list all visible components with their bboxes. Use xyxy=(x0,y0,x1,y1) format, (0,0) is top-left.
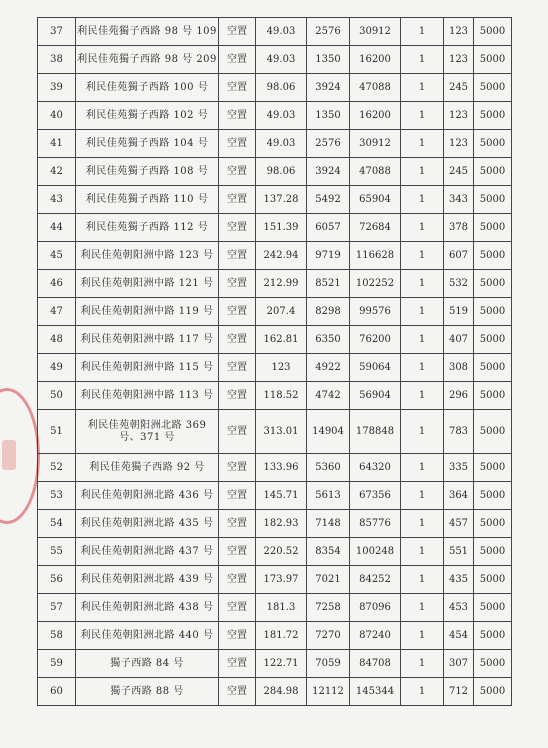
cell-value-5: 5000 xyxy=(474,382,512,410)
cell-status: 空置 xyxy=(219,594,256,622)
cell-area: 49.03 xyxy=(256,46,307,74)
cell-value-5: 5000 xyxy=(474,18,512,46)
cell-status: 空置 xyxy=(219,410,256,454)
cell-value-2: 145344 xyxy=(350,678,401,706)
cell-address: 利民佳苑獨子西路 98 号 109 xyxy=(76,18,219,46)
cell-value-2: 67356 xyxy=(350,482,401,510)
cell-value-4: 407 xyxy=(444,326,474,354)
table-row xyxy=(38,102,512,130)
cell-value-1: 12112 xyxy=(307,678,350,706)
cell-value-2: 87096 xyxy=(350,594,401,622)
cell-area: 118.52 xyxy=(256,382,307,410)
cell-area: 98.06 xyxy=(256,158,307,186)
cell-address: 利民佳苑獨子西路 108 号 xyxy=(76,158,219,186)
cell-row-number: 43 xyxy=(38,186,76,214)
cell-row-number: 44 xyxy=(38,214,76,242)
cell-address: 利民佳苑朝阳洲北路 369 号、371 号 xyxy=(76,410,219,454)
cell-value-5: 5000 xyxy=(474,566,512,594)
cell-value-1: 5360 xyxy=(307,454,350,482)
cell-value-1: 5492 xyxy=(307,186,350,214)
cell-area: 122.71 xyxy=(256,650,307,678)
cell-status: 空置 xyxy=(219,186,256,214)
cell-row-number: 40 xyxy=(38,102,76,130)
cell-status: 空置 xyxy=(219,242,256,270)
cell-value-5: 5000 xyxy=(474,482,512,510)
cell-row-number: 52 xyxy=(38,454,76,482)
cell-value-5: 5000 xyxy=(474,214,512,242)
cell-area: 145.71 xyxy=(256,482,307,510)
cell-value-3: 1 xyxy=(401,130,444,158)
cell-value-1: 7148 xyxy=(307,510,350,538)
cell-status: 空置 xyxy=(219,298,256,326)
cell-value-5: 5000 xyxy=(474,46,512,74)
cell-address: 利民佳苑獨子西路 100 号 xyxy=(76,74,219,102)
cell-row-number: 55 xyxy=(38,538,76,566)
cell-area: 49.03 xyxy=(256,18,307,46)
cell-value-3: 1 xyxy=(401,566,444,594)
cell-area: 181.3 xyxy=(256,594,307,622)
table-row xyxy=(38,678,512,706)
cell-value-2: 99576 xyxy=(350,298,401,326)
cell-address: 利民佳苑朝阳洲中路 119 号 xyxy=(76,298,219,326)
cell-row-number: 46 xyxy=(38,270,76,298)
cell-status: 空置 xyxy=(219,130,256,158)
cell-value-2: 116628 xyxy=(350,242,401,270)
table-row xyxy=(38,510,512,538)
cell-value-3: 1 xyxy=(401,454,444,482)
cell-row-number: 38 xyxy=(38,46,76,74)
cell-address: 利民佳苑朝阳洲中路 121 号 xyxy=(76,270,219,298)
cell-value-5: 5000 xyxy=(474,130,512,158)
cell-area: 207.4 xyxy=(256,298,307,326)
cell-value-3: 1 xyxy=(401,678,444,706)
cell-value-3: 1 xyxy=(401,326,444,354)
cell-address: 利民佳苑朝阳洲北路 440 号 xyxy=(76,622,219,650)
cell-value-5: 5000 xyxy=(474,622,512,650)
cell-value-1: 7270 xyxy=(307,622,350,650)
cell-value-5: 5000 xyxy=(474,186,512,214)
cell-row-number: 56 xyxy=(38,566,76,594)
cell-status: 空置 xyxy=(219,102,256,130)
cell-value-2: 47088 xyxy=(350,158,401,186)
cell-value-4: 245 xyxy=(444,74,474,102)
cell-status: 空置 xyxy=(219,214,256,242)
cell-row-number: 45 xyxy=(38,242,76,270)
cell-value-3: 1 xyxy=(401,242,444,270)
cell-row-number: 53 xyxy=(38,482,76,510)
cell-value-3: 1 xyxy=(401,46,444,74)
cell-value-5: 5000 xyxy=(474,158,512,186)
cell-value-5: 5000 xyxy=(474,326,512,354)
cell-value-1: 8298 xyxy=(307,298,350,326)
cell-value-2: 178848 xyxy=(350,410,401,454)
cell-status: 空置 xyxy=(219,18,256,46)
cell-value-4: 245 xyxy=(444,158,474,186)
cell-value-4: 519 xyxy=(444,298,474,326)
cell-value-4: 296 xyxy=(444,382,474,410)
cell-area: 98.06 xyxy=(256,74,307,102)
cell-value-3: 1 xyxy=(401,650,444,678)
cell-address: 利民佳苑朝阳洲中路 123 号 xyxy=(76,242,219,270)
cell-area: 313.01 xyxy=(256,410,307,454)
cell-address: 利民佳苑獨子西路 102 号 xyxy=(76,102,219,130)
seal-ink-mark xyxy=(2,440,16,470)
cell-value-1: 6057 xyxy=(307,214,350,242)
cell-status: 空置 xyxy=(219,650,256,678)
cell-value-3: 1 xyxy=(401,510,444,538)
cell-row-number: 54 xyxy=(38,510,76,538)
cell-row-number: 47 xyxy=(38,298,76,326)
cell-value-5: 5000 xyxy=(474,270,512,298)
table-row xyxy=(38,298,512,326)
cell-area: 181.72 xyxy=(256,622,307,650)
table-row xyxy=(38,538,512,566)
cell-value-2: 59064 xyxy=(350,354,401,382)
cell-value-5: 5000 xyxy=(474,74,512,102)
cell-row-number: 41 xyxy=(38,130,76,158)
cell-value-4: 551 xyxy=(444,538,474,566)
cell-value-2: 30912 xyxy=(350,18,401,46)
cell-area: 137.28 xyxy=(256,186,307,214)
table-row xyxy=(38,594,512,622)
cell-value-2: 16200 xyxy=(350,102,401,130)
cell-value-5: 5000 xyxy=(474,102,512,130)
cell-value-1: 7258 xyxy=(307,594,350,622)
cell-value-2: 84708 xyxy=(350,650,401,678)
cell-address: 利民佳苑朝阳洲北路 435 号 xyxy=(76,510,219,538)
cell-value-4: 308 xyxy=(444,354,474,382)
cell-value-3: 1 xyxy=(401,354,444,382)
cell-value-1: 5613 xyxy=(307,482,350,510)
cell-area: 151.39 xyxy=(256,214,307,242)
table-row xyxy=(38,354,512,382)
cell-area: 182.93 xyxy=(256,510,307,538)
cell-value-4: 123 xyxy=(444,18,474,46)
cell-row-number: 39 xyxy=(38,74,76,102)
cell-value-5: 5000 xyxy=(474,538,512,566)
cell-status: 空置 xyxy=(219,566,256,594)
cell-value-4: 123 xyxy=(444,130,474,158)
cell-value-4: 457 xyxy=(444,510,474,538)
cell-row-number: 48 xyxy=(38,326,76,354)
table-row xyxy=(38,410,512,454)
cell-value-2: 102252 xyxy=(350,270,401,298)
cell-status: 空置 xyxy=(219,454,256,482)
cell-value-2: 16200 xyxy=(350,46,401,74)
cell-value-1: 1350 xyxy=(307,46,350,74)
cell-value-4: 335 xyxy=(444,454,474,482)
cell-status: 空置 xyxy=(219,326,256,354)
cell-value-1: 9719 xyxy=(307,242,350,270)
table-row xyxy=(38,482,512,510)
cell-area: 173.97 xyxy=(256,566,307,594)
cell-address: 利民佳苑朝阳洲北路 437 号 xyxy=(76,538,219,566)
cell-address: 利民佳苑朝阳洲北路 438 号 xyxy=(76,594,219,622)
cell-value-5: 5000 xyxy=(474,454,512,482)
cell-value-1: 3924 xyxy=(307,74,350,102)
cell-status: 空置 xyxy=(219,382,256,410)
cell-value-3: 1 xyxy=(401,594,444,622)
table-row xyxy=(38,46,512,74)
cell-value-4: 123 xyxy=(444,46,474,74)
cell-value-2: 72684 xyxy=(350,214,401,242)
cell-value-3: 1 xyxy=(401,158,444,186)
cell-status: 空置 xyxy=(219,354,256,382)
cell-value-1: 4742 xyxy=(307,382,350,410)
cell-value-5: 5000 xyxy=(474,650,512,678)
cell-value-3: 1 xyxy=(401,270,444,298)
cell-address: 利民佳苑朝阳洲北路 439 号 xyxy=(76,566,219,594)
cell-row-number: 37 xyxy=(38,18,76,46)
cell-value-2: 100248 xyxy=(350,538,401,566)
cell-area: 220.52 xyxy=(256,538,307,566)
cell-value-3: 1 xyxy=(401,102,444,130)
cell-value-2: 84252 xyxy=(350,566,401,594)
cell-address: 利民佳苑獨子西路 112 号 xyxy=(76,214,219,242)
cell-status: 空置 xyxy=(219,158,256,186)
cell-value-4: 307 xyxy=(444,650,474,678)
table-row xyxy=(38,270,512,298)
table-row xyxy=(38,566,512,594)
cell-value-1: 3924 xyxy=(307,158,350,186)
cell-value-2: 85776 xyxy=(350,510,401,538)
cell-area: 162.81 xyxy=(256,326,307,354)
cell-value-3: 1 xyxy=(401,18,444,46)
cell-row-number: 59 xyxy=(38,650,76,678)
cell-value-3: 1 xyxy=(401,382,444,410)
table-row xyxy=(38,186,512,214)
cell-address: 獨子西路 88 号 xyxy=(76,678,219,706)
cell-address: 利民佳苑朝阳洲中路 115 号 xyxy=(76,354,219,382)
cell-address: 利民佳苑獨子西路 104 号 xyxy=(76,130,219,158)
cell-value-4: 454 xyxy=(444,622,474,650)
cell-value-1: 4922 xyxy=(307,354,350,382)
cell-value-1: 2576 xyxy=(307,18,350,46)
cell-status: 空置 xyxy=(219,622,256,650)
cell-value-5: 5000 xyxy=(474,510,512,538)
cell-value-4: 453 xyxy=(444,594,474,622)
cell-value-4: 712 xyxy=(444,678,474,706)
table-row xyxy=(38,242,512,270)
cell-area: 123 xyxy=(256,354,307,382)
cell-value-5: 5000 xyxy=(474,410,512,454)
cell-status: 空置 xyxy=(219,482,256,510)
table-row xyxy=(38,214,512,242)
cell-status: 空置 xyxy=(219,46,256,74)
cell-value-1: 8521 xyxy=(307,270,350,298)
cell-area: 212.99 xyxy=(256,270,307,298)
cell-value-4: 343 xyxy=(444,186,474,214)
cell-status: 空置 xyxy=(219,270,256,298)
cell-value-5: 5000 xyxy=(474,594,512,622)
table-row xyxy=(38,454,512,482)
cell-value-3: 1 xyxy=(401,622,444,650)
cell-address: 利民佳苑朝阳洲中路 113 号 xyxy=(76,382,219,410)
cell-value-1: 8354 xyxy=(307,538,350,566)
table-row xyxy=(38,74,512,102)
cell-area: 49.03 xyxy=(256,102,307,130)
table-row xyxy=(38,650,512,678)
cell-row-number: 50 xyxy=(38,382,76,410)
cell-value-1: 7021 xyxy=(307,566,350,594)
table-row xyxy=(38,622,512,650)
table-row xyxy=(38,326,512,354)
cell-value-2: 47088 xyxy=(350,74,401,102)
cell-value-3: 1 xyxy=(401,186,444,214)
cell-value-3: 1 xyxy=(401,538,444,566)
cell-row-number: 57 xyxy=(38,594,76,622)
cell-value-2: 87240 xyxy=(350,622,401,650)
table-row xyxy=(38,130,512,158)
cell-row-number: 51 xyxy=(38,410,76,454)
cell-status: 空置 xyxy=(219,538,256,566)
cell-value-3: 1 xyxy=(401,74,444,102)
cell-value-1: 1350 xyxy=(307,102,350,130)
cell-value-5: 5000 xyxy=(474,242,512,270)
cell-area: 133.96 xyxy=(256,454,307,482)
cell-value-5: 5000 xyxy=(474,678,512,706)
cell-status: 空置 xyxy=(219,510,256,538)
cell-value-4: 435 xyxy=(444,566,474,594)
cell-value-3: 1 xyxy=(401,298,444,326)
cell-row-number: 42 xyxy=(38,158,76,186)
cell-status: 空置 xyxy=(219,678,256,706)
cell-value-5: 5000 xyxy=(474,354,512,382)
cell-value-3: 1 xyxy=(401,214,444,242)
cell-value-1: 7059 xyxy=(307,650,350,678)
cell-value-1: 6350 xyxy=(307,326,350,354)
cell-address: 利民佳苑獨子西路 98 号 209 xyxy=(76,46,219,74)
red-seal-stamp xyxy=(0,388,40,524)
cell-value-4: 607 xyxy=(444,242,474,270)
cell-address: 利民佳苑獨子西路 92 号 xyxy=(76,454,219,482)
cell-value-2: 56904 xyxy=(350,382,401,410)
cell-area: 49.03 xyxy=(256,130,307,158)
cell-value-3: 1 xyxy=(401,482,444,510)
cell-value-5: 5000 xyxy=(474,298,512,326)
cell-value-2: 76200 xyxy=(350,326,401,354)
cell-row-number: 60 xyxy=(38,678,76,706)
cell-value-2: 64320 xyxy=(350,454,401,482)
cell-value-3: 1 xyxy=(401,410,444,454)
property-table xyxy=(37,17,512,706)
cell-value-4: 378 xyxy=(444,214,474,242)
cell-row-number: 58 xyxy=(38,622,76,650)
cell-value-4: 123 xyxy=(444,102,474,130)
cell-value-4: 364 xyxy=(444,482,474,510)
cell-value-1: 14904 xyxy=(307,410,350,454)
table-row xyxy=(38,18,512,46)
cell-value-2: 65904 xyxy=(350,186,401,214)
cell-value-2: 30912 xyxy=(350,130,401,158)
cell-address: 利民佳苑獨子西路 110 号 xyxy=(76,186,219,214)
cell-area: 284.98 xyxy=(256,678,307,706)
cell-value-1: 2576 xyxy=(307,130,350,158)
cell-area: 242.94 xyxy=(256,242,307,270)
table-row xyxy=(38,382,512,410)
cell-address: 利民佳苑朝阳洲中路 117 号 xyxy=(76,326,219,354)
table-body xyxy=(38,18,512,706)
cell-address: 獨子西路 84 号 xyxy=(76,650,219,678)
cell-status: 空置 xyxy=(219,74,256,102)
cell-row-number: 49 xyxy=(38,354,76,382)
cell-value-4: 783 xyxy=(444,410,474,454)
table-row xyxy=(38,158,512,186)
cell-value-4: 532 xyxy=(444,270,474,298)
cell-address: 利民佳苑朝阳洲北路 436 号 xyxy=(76,482,219,510)
